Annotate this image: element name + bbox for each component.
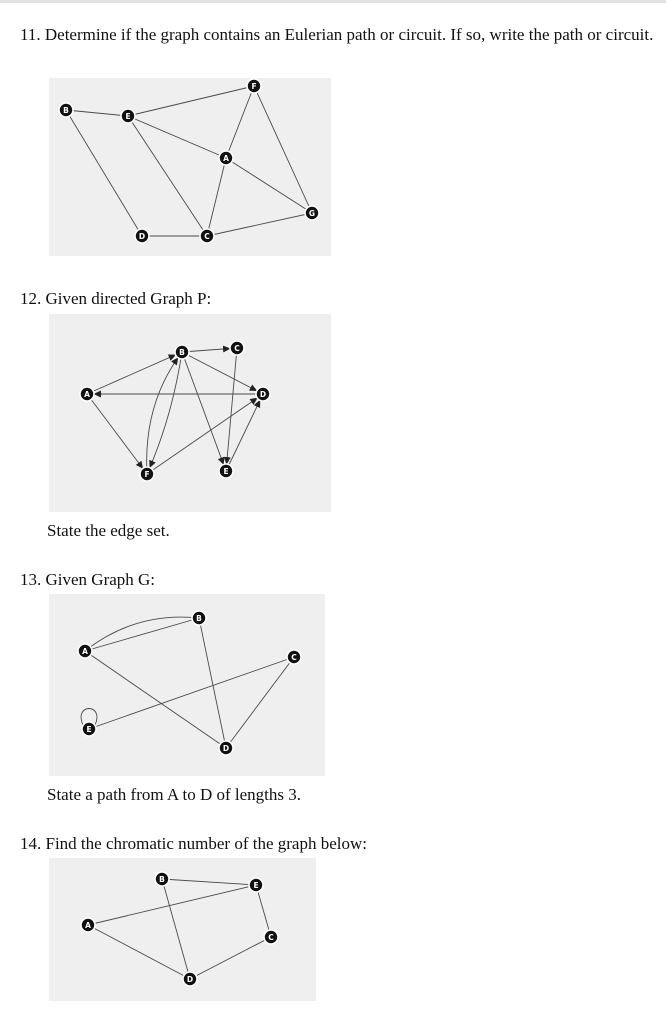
edge-e-c — [89, 657, 294, 729]
node-label-f: F — [251, 82, 257, 91]
question-14 — [20, 832, 660, 856]
edge-a-f — [87, 394, 143, 468]
node-label-d: D — [138, 232, 146, 241]
node-label-a: A — [82, 647, 88, 656]
edge-e-a — [128, 116, 226, 158]
edge-d-c — [190, 937, 271, 979]
node-a — [219, 151, 233, 165]
edge-e-c — [128, 116, 207, 236]
question-14-text: Find the chromatic number of the graph below: — [45, 834, 367, 853]
node-c — [287, 650, 301, 664]
node-b — [175, 345, 189, 359]
node-d — [135, 229, 149, 243]
node-label-c: C — [268, 933, 274, 942]
question-11-text: Determine if the graph contains an Eulerian path or circuit. If so, write the path or circuit. — [44, 25, 654, 44]
node-b — [59, 103, 73, 117]
edge-b-d — [66, 110, 142, 236]
edge-c-g — [207, 213, 312, 236]
graph-11 — [49, 78, 331, 256]
node-a — [78, 644, 92, 658]
node-label-c: C — [204, 232, 210, 241]
question-11 — [20, 23, 660, 47]
node-e — [82, 722, 96, 736]
node-label-e: E — [253, 881, 259, 890]
edge-c-a — [207, 158, 226, 236]
node-label-f: F — [144, 470, 150, 479]
question-12-text: Given directed Graph P: — [45, 289, 212, 308]
node-g — [305, 206, 319, 220]
edge-a-d — [88, 925, 190, 979]
edge-e-f — [128, 86, 254, 116]
node-label-g: G — [308, 209, 316, 218]
question-12-followup: State the edge set. — [47, 521, 170, 540]
node-e — [219, 464, 233, 478]
edge-b-e — [66, 110, 128, 116]
node-label-d: D — [259, 390, 267, 399]
node-label-d: D — [222, 744, 230, 753]
question-14-number: 14. — [20, 834, 42, 853]
edge-a-d — [85, 651, 226, 748]
graph-13-panel — [49, 594, 325, 776]
edge-a-b — [85, 618, 199, 651]
node-label-a: A — [223, 154, 229, 163]
node-label-b: B — [196, 614, 202, 623]
node-a — [80, 387, 94, 401]
node-label-c: C — [291, 653, 297, 662]
edge-c-e — [227, 348, 237, 464]
edge-b-d — [199, 618, 226, 748]
question-13-text: Given Graph G: — [45, 570, 156, 589]
graph-14-panel — [49, 858, 316, 1001]
graph-p — [49, 314, 331, 512]
edge-b-e — [182, 352, 224, 464]
edge-f-d — [147, 398, 257, 474]
question-13 — [20, 568, 660, 592]
node-label-e: E — [86, 725, 92, 734]
edge-b-d — [162, 879, 190, 979]
node-e — [249, 878, 263, 892]
top-divider — [0, 0, 666, 3]
edge-a-f — [226, 86, 254, 158]
node-c — [200, 229, 214, 243]
edge-f-b — [147, 358, 178, 474]
graph-11-panel — [49, 78, 331, 256]
graph-12-panel — [49, 314, 331, 512]
node-b — [155, 872, 169, 886]
node-d — [183, 972, 197, 986]
node-d — [219, 741, 233, 755]
node-label-a: A — [85, 921, 91, 930]
edge-a-e — [88, 885, 256, 925]
node-b — [192, 611, 206, 625]
edge-b-d — [182, 352, 257, 391]
node-e — [121, 109, 135, 123]
node-a — [81, 918, 95, 932]
edge-b-e — [162, 879, 256, 885]
graph-g — [49, 594, 325, 776]
question-13-followup: State a path from A to D of lengths 3. — [47, 785, 302, 804]
node-label-b: B — [159, 875, 165, 884]
edge-b-f — [150, 352, 182, 468]
question-11-number: 11. — [20, 25, 41, 44]
node-label-d: D — [186, 975, 194, 984]
node-c — [264, 930, 278, 944]
node-c — [230, 341, 244, 355]
node-d — [256, 387, 270, 401]
question-13-number: 13. — [20, 570, 42, 589]
node-f — [140, 467, 154, 481]
node-label-e: E — [223, 467, 229, 476]
edge-a-b — [87, 355, 176, 394]
edge-e-c — [256, 885, 271, 937]
node-label-b: B — [179, 348, 185, 357]
node-f — [247, 79, 261, 93]
node-label-c: C — [234, 344, 240, 353]
question-12-number: 12. — [20, 289, 42, 308]
node-label-e: E — [125, 112, 131, 121]
node-label-a: A — [84, 390, 90, 399]
node-label-b: B — [63, 106, 69, 115]
graph-14 — [49, 858, 316, 1001]
question-12 — [20, 287, 660, 311]
edge-c-d — [226, 657, 294, 748]
